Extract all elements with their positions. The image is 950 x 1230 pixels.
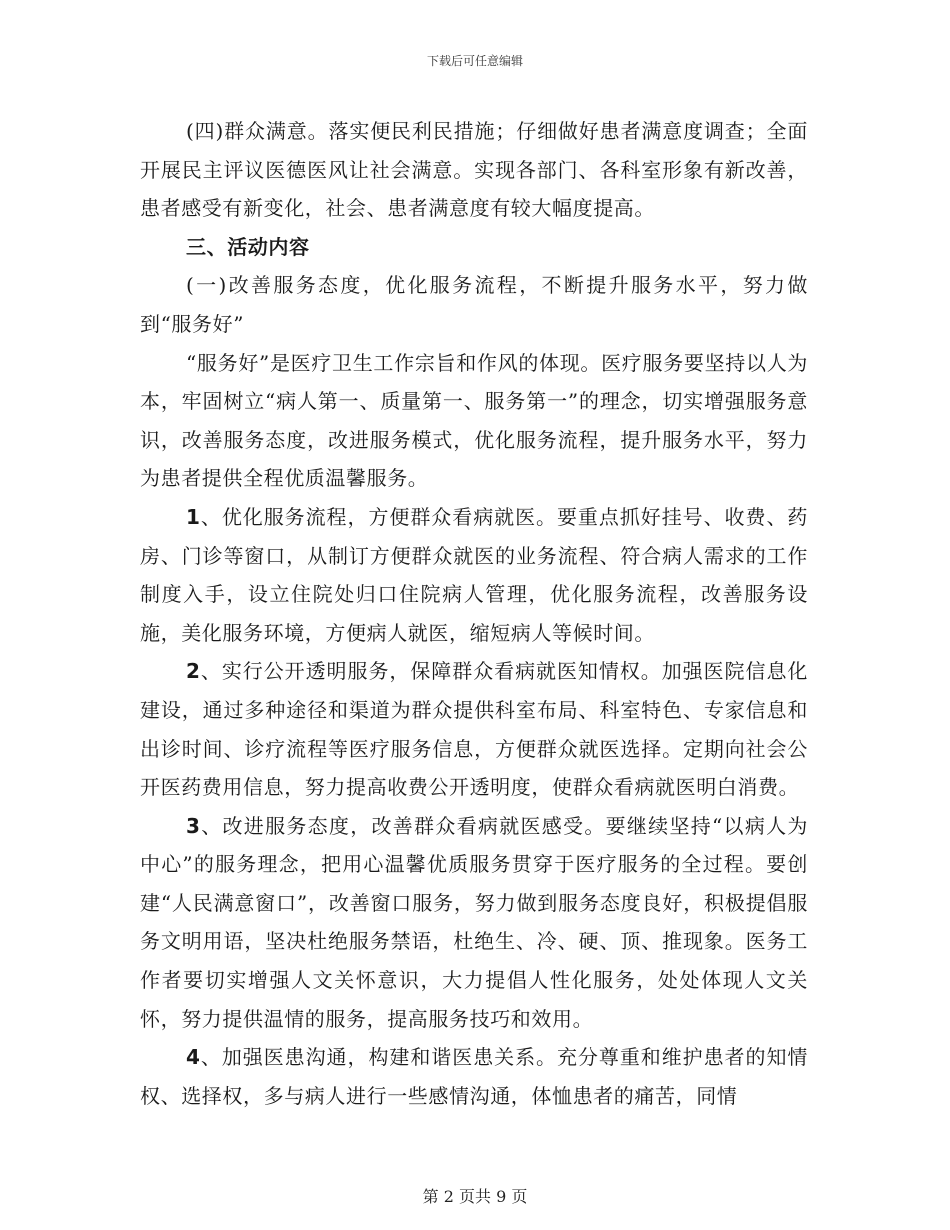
list-item-text: 、改进服务态度，改善群众看病就医感受。要继续坚持“以病人为中心”的服务理念，把用心温馨优质服务贯穿于医疗服务的全过程。要创建“人民满意窗口”，改善窗口服务，努力做到服务态度良好，积极提倡服务文明用语，坚决杜绝服务禁语，杜绝生、冷、硬、顶、推现象。医务工作者要切实增强人文关怀意识，大力提倡人性化服务，处处体现人文关怀，努力提供温情的服务，提高服务技巧和效用。 [140, 813, 808, 1031]
page-header: 下载后可任意编辑 [426, 54, 523, 68]
list-item-3 [140, 807, 808, 1039]
list-number: 4 [186, 1045, 201, 1070]
list-item-text: 、优化服务流程，方便群众看病就医。要重点抓好挂号、收费、药房、门诊等窗口，从制订方便群众就医的业务流程、符合病人需求的工作制度入手，设立住院处归口住院病人管理，优化服务流程，改善服务设施，美化服务环境，方便病人就医，缩短病人等候时间。 [140, 504, 808, 645]
paragraph-good-service: “服务好”是医疗卫生工作宗旨和作风的体现。医疗服务要坚持以人为本，牢固树立“病人第一、质量第一、服务第一”的理念，切实增强服务意识，改善服务态度，改进服务模式，优化服务流程，提升服务水平，努力为患者提供全程优质温馨服务。 [140, 350, 808, 491]
list-item-4 [140, 1038, 808, 1115]
document-body [140, 112, 808, 1115]
subsection-heading-improve-service: (一)改善服务态度，优化服务流程，不断提升服务水平，努力做到“服务好” [140, 273, 808, 336]
page-footer: 第 2 页共 9 页 [422, 1187, 528, 1206]
list-number: 2 [186, 659, 201, 684]
list-item-text: 、实行公开透明服务，保障群众看病就医知情权。加强医院信息化建设，通过多种途径和渠道为群众提供科室布局、科室特色、专家信息和出诊时间、诊疗流程等医疗服务信息，方便群众就医选择。定期向社会公开医药费用信息，努力提高收费公开透明度，使群众看病就医明白消费。 [140, 659, 808, 800]
list-item-1 [140, 498, 808, 652]
paragraph-masses-satisfaction: (四)群众满意。落实便民利民措施；仔细做好患者满意度调查；全面开展民主评议医德医风让社会满意。实现各部门、各科室形象有新改善，患者感受有新变化，社会、患者满意度有较大幅度提高。 [140, 119, 808, 221]
list-item-2 [140, 652, 808, 806]
list-item-text: 、加强医患沟通，构建和谐医患关系。充分尊重和维护患者的知情权、选择权，多与病人进行一些感情沟通，体恤患者的痛苦，同情 [140, 1045, 808, 1108]
section-heading-activity-content: 三、活动内容 [186, 234, 310, 259]
list-number: 1 [186, 504, 201, 529]
list-number: 3 [186, 813, 201, 838]
